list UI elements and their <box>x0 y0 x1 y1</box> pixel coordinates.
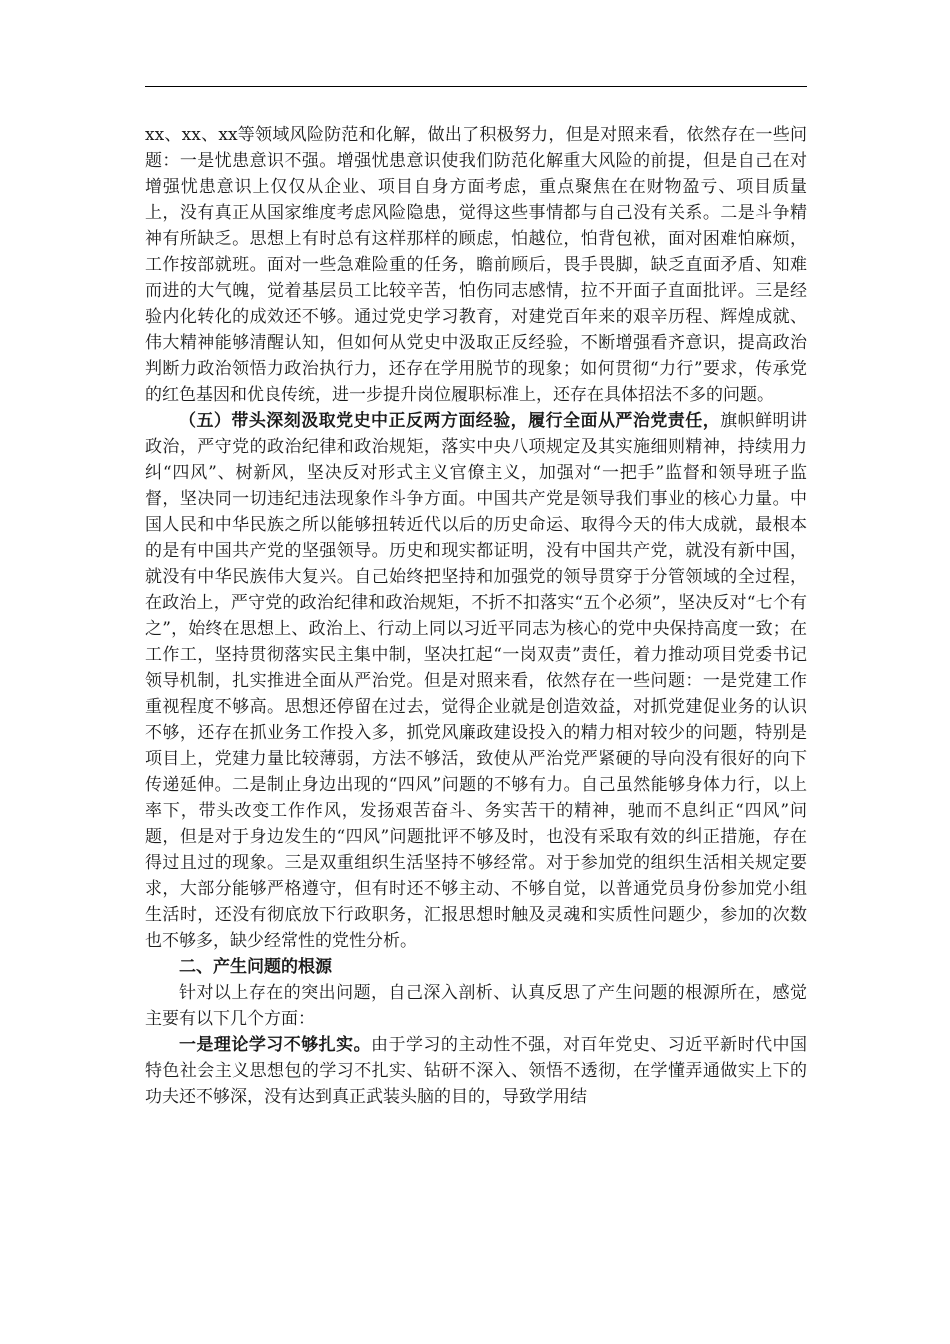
paragraph-lead: 一是理论学习不够扎实。 <box>179 1035 372 1055</box>
paragraph-section-five <box>145 408 807 954</box>
paragraph-text: 由于学习的主动性不强，对百年党史、习近平新时代中国特色社会主义思想包的学习不扎实、钻研不深入、领悟不透彻，在学懂弄通做实上下的功夫还不够深，没有达到真正武装头脑的目的，导致学用结 <box>145 1035 808 1107</box>
section-heading: （五）带头深刻汲取党史中正反两方面经验，履行全面从严治党责任， <box>179 411 721 431</box>
paragraph-theory-study <box>145 1032 807 1110</box>
paragraph-text: 旗帜鲜明讲政治，严守党的政治纪律和政治规矩，落实中央八项规定及其实施细则精神，持续用力纠“四风”、树新风，坚决反对形式主义官僚主义，加强对“一把手”监督和领导班子监督，坚决同一切违纪违法现象作斗争方面。中国共产党是领导我们事业的核心力量。中国人民和中华民族之所以能够扭转近代以后的历史命运、取得今天的伟大成就，最根本的是有中国共产党的坚强领导。历史和现实都证明，没有中国共产党，就没有新中国，就没有中华民族伟大复兴。自己始终把坚持和加强党的领导贯穿于分管领域的全过程，在政治上，严守党的政治纪律和政治规矩，不折不扣落实“五个必须”，坚决反对“七个有之”，始终在思想上、政治上、行动上同以习近平同志为核心的党中央保持高度一致；在工作工，坚持贯彻落实民主集中制，坚决扛起“一岗双责”责任，着力推动项目党委书记领导机制，扎实推进全面从严治党。但是对照来看，依然存在一些问题：一是党建工作重视程度不够高。思想还停留在过去，觉得企业就是创造效益，对抓党建促业务的认识不够，还存在抓业务工作投入多，抓党风廉政建设投入的精力相对较少的问题，特别是项目上，党建力量比较薄弱，方法不够活，致使从严治党严紧硬的导向没有很好的向下传递延伸。二是制止身边出现的“四风”问题的不够有力。自己虽然能够身体力行，以上率下，带头改变工作作风，发扬艰苦奋斗、务实苦干的精神，驰而不息纠正“四风”问题，但是对于身边发生的“四风”问题批评不够及时，也没有采取有效的纠正措施，存在得过且过的现象。三是双重组织生活坚持不够经常。对于参加党的组织生活相关规定要求，大部分能够严格遵守，但有时还不够主动、不够自觉，以普通党员身份参加党小组生活时，还没有彻底放下行政职务，汇报思想时触及灵魂和实质性问题少，参加的次数也不够多，缺少经常性的党性分析。 <box>145 411 808 951</box>
paragraph-text: 针对以上存在的突出问题，自己深入剖析、认真反思了产生问题的根源所在，感觉主要有以下几个方面： <box>145 983 807 1029</box>
section-heading-root-causes <box>145 954 807 980</box>
paragraph-root-causes-intro <box>145 980 807 1032</box>
section-heading: 二、产生问题的根源 <box>179 957 332 977</box>
paragraph-text: xx、xx、xx等领域风险防范和化解，做出了积极努力，但是对照来看，依然存在一些问题：一是忧患意识不强。增强忧患意识使我们防范化解重大风险的前提，但是自己在对增强忧患意识上仅仅从企业、项目自身方面考虑，重点聚焦在在财物盈亏、项目质量上，没有真正从国家维度考虑风险隐患，觉得这些事情都与自己没有关系。二是斗争精神有所缺乏。思想上有时总有这样那样的顾虑，怕越位，怕背包袱，面对困难怕麻烦，工作按部就班。面对一些急难险重的任务，瞻前顾后，畏手畏脚，缺乏直面矛盾、知难而进的大气魄，觉着基层员工比较辛苦，怕伤同志感情，拉不开面子直面批评。三是经验内化转化的成效还不够。通过党史学习教育，对建党百年来的艰辛历程、辉煌成就、伟大精神能够清醒认知，但如何从党史中汲取正反经验，不断增强看齐意识，提高政治判断力政治领悟力政治执行力，还存在学用脱节的现象；如何贯彻“力行”要求，传承党的红色基因和优良传统，进一步提升岗位履职标准上，还存在具体招法不多的问题。 <box>145 125 807 405</box>
header-rule <box>145 86 807 87</box>
paragraph-risk-prevention <box>145 122 807 408</box>
document-body <box>145 122 807 1110</box>
